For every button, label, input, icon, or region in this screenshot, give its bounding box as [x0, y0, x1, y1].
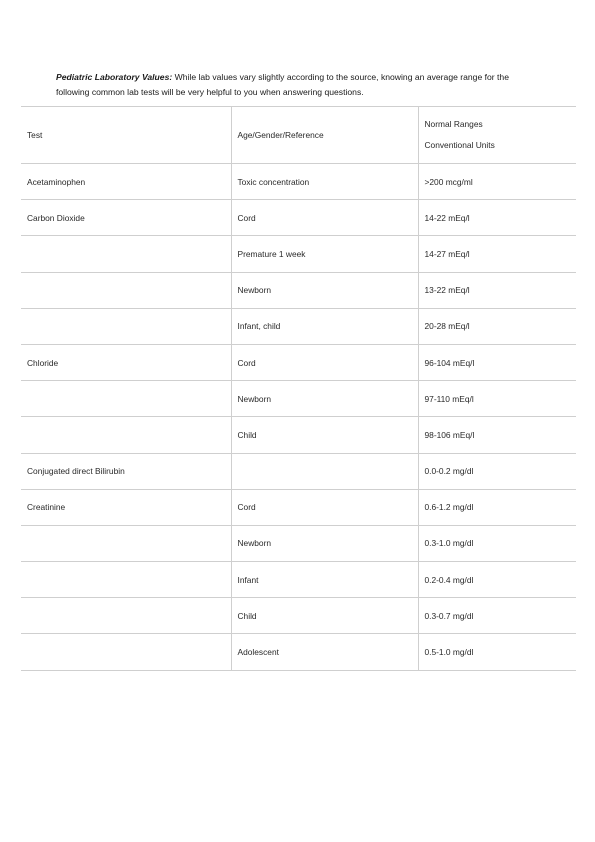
cell-value: 96-104 mEq/l [418, 344, 576, 380]
table-row [21, 417, 576, 453]
cell-test: Creatinine [21, 489, 231, 525]
header-test: Test [21, 107, 231, 164]
cell-age: Newborn [231, 381, 418, 417]
table-row [21, 489, 576, 525]
intro-lead: Pediatric Laboratory Values: [56, 72, 173, 82]
cell-value: 14-22 mEq/l [418, 200, 576, 236]
cell-test [21, 308, 231, 344]
cell-value: 14-27 mEq/l [418, 236, 576, 272]
table-row [21, 236, 576, 272]
table-row [21, 344, 576, 380]
cell-value: 0.5-1.0 mg/dl [418, 634, 576, 670]
table-row [21, 525, 576, 561]
cell-age: Adolescent [231, 634, 418, 670]
cell-test [21, 381, 231, 417]
cell-age: Cord [231, 489, 418, 525]
cell-test [21, 598, 231, 634]
table-row [21, 272, 576, 308]
cell-test [21, 272, 231, 308]
cell-value: 0.0-0.2 mg/dl [418, 453, 576, 489]
header-range [418, 107, 576, 164]
cell-test [21, 417, 231, 453]
table-row [21, 308, 576, 344]
cell-age: Newborn [231, 272, 418, 308]
cell-age: Toxic concentration [231, 164, 418, 200]
cell-age: Child [231, 598, 418, 634]
cell-age: Cord [231, 344, 418, 380]
table-header-row [21, 107, 576, 164]
cell-test [21, 236, 231, 272]
table-row [21, 200, 576, 236]
cell-value: >200 mcg/ml [418, 164, 576, 200]
cell-test: Carbon Dioxide [21, 200, 231, 236]
table-row [21, 164, 576, 200]
intro-text: While lab values vary slightly according to the source, knowing an average range for the following common lab tests will be very helpful to you when answering questions. [56, 72, 509, 97]
table-row [21, 562, 576, 598]
cell-value: 20-28 mEq/l [418, 308, 576, 344]
header-range-line1: Normal Ranges [424, 119, 483, 129]
cell-value: 97-110 mEq/l [418, 381, 576, 417]
cell-value: 98-106 mEq/l [418, 417, 576, 453]
cell-test [21, 562, 231, 598]
cell-age: Premature 1 week [231, 236, 418, 272]
cell-value: 0.3-0.7 mg/dl [418, 598, 576, 634]
cell-test [21, 525, 231, 561]
header-range-line2: Conventional Units [424, 140, 495, 150]
cell-value: 13-22 mEq/l [418, 272, 576, 308]
cell-test: Acetaminophen [21, 164, 231, 200]
cell-age [231, 453, 418, 489]
cell-age: Child [231, 417, 418, 453]
cell-value: 0.3-1.0 mg/dl [418, 525, 576, 561]
cell-age: Infant, child [231, 308, 418, 344]
cell-age: Newborn [231, 525, 418, 561]
cell-test: Conjugated direct Bilirubin [21, 453, 231, 489]
table-row [21, 598, 576, 634]
table-row [21, 453, 576, 489]
cell-value: 0.2-0.4 mg/dl [418, 562, 576, 598]
cell-test: Chloride [21, 344, 231, 380]
table-row [21, 634, 576, 670]
cell-test [21, 634, 231, 670]
cell-age: Cord [231, 200, 418, 236]
cell-age: Infant [231, 562, 418, 598]
lab-values-table [21, 106, 576, 671]
cell-value: 0.6-1.2 mg/dl [418, 489, 576, 525]
intro-paragraph [56, 70, 526, 100]
table-row [21, 381, 576, 417]
header-age: Age/Gender/Reference [231, 107, 418, 164]
